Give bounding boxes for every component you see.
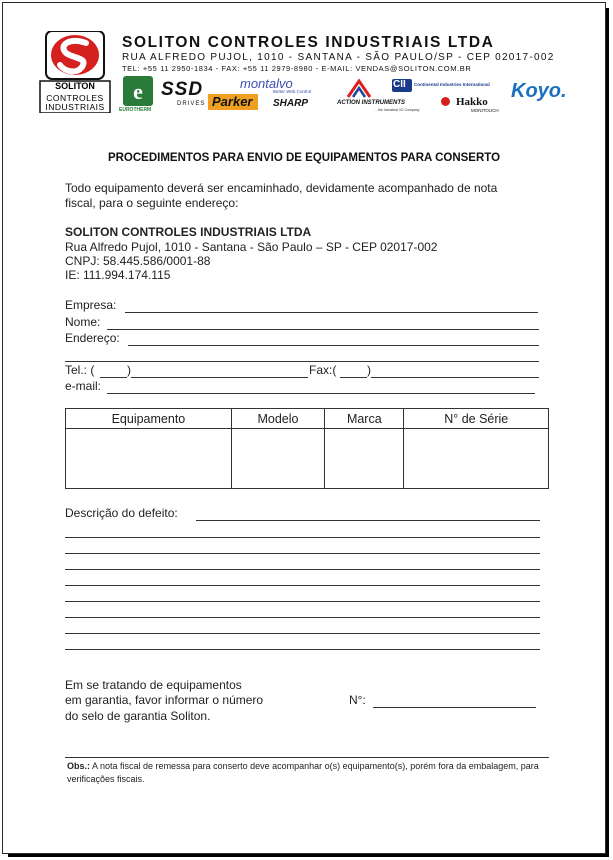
logo-text-top: SOLITON bbox=[55, 81, 95, 91]
hakko-logo: Hakko bbox=[456, 96, 488, 108]
warranty-number-label: N°: bbox=[349, 693, 366, 707]
hakko-icon bbox=[441, 97, 450, 106]
fax-area-code-field[interactable] bbox=[340, 377, 367, 378]
marca-cell[interactable] bbox=[325, 429, 404, 489]
nome-field[interactable] bbox=[107, 329, 539, 330]
document-page bbox=[2, 2, 606, 854]
defect-line-8[interactable] bbox=[65, 633, 540, 634]
table-header-marca: Marca bbox=[325, 409, 404, 429]
company-contact: TEL: +55 11 2950-1834 - FAX: +55 11 2979-8980 - E-MAIL: VENDAS@SOLITON.COM.BR bbox=[122, 64, 472, 73]
table-header-serie: N° de Série bbox=[404, 409, 549, 429]
endereco-field[interactable] bbox=[128, 345, 539, 346]
ship-to-ie: IE: 111.994.174.115 bbox=[65, 268, 171, 282]
defect-label: Descrição do defeito: bbox=[65, 506, 178, 520]
warranty-line-3: do selo de garantia Soliton. bbox=[65, 709, 211, 723]
action-instruments-label: ACTION INSTRUMENTS bbox=[337, 100, 405, 106]
tel-number-field[interactable] bbox=[131, 377, 308, 378]
defect-line-5[interactable] bbox=[65, 585, 540, 586]
eurotherm-logo: e bbox=[123, 76, 153, 106]
intro-line-2: fiscal, para o seguinte endereço: bbox=[65, 196, 239, 210]
email-label: e-mail: bbox=[65, 379, 102, 393]
parker-logo: Parker bbox=[208, 94, 258, 110]
obs-label: Obs.: bbox=[67, 761, 91, 771]
tel-paren-close: ) bbox=[127, 363, 131, 377]
company-name: SOLITON CONTROLES INDUSTRIAIS LTDA bbox=[122, 34, 495, 51]
endereco-label: Endereço: bbox=[65, 331, 120, 345]
obs-text: A nota fiscal de remessa para conserto deve acompanhar o(s) equipamento(s), porém fora da embalagem, para verificações fiscais. bbox=[67, 761, 539, 784]
ship-to-cnpj: CNPJ: 58.445.586/0001-88 bbox=[65, 254, 211, 268]
tel-label: Tel.: ( bbox=[65, 363, 95, 377]
fax-paren-close: ) bbox=[367, 363, 371, 377]
logo-text-industriais: INDUSTRIAIS bbox=[45, 102, 105, 112]
modelo-cell[interactable] bbox=[231, 429, 324, 489]
table-header-modelo: Modelo bbox=[231, 409, 324, 429]
defect-line-7[interactable] bbox=[65, 617, 540, 618]
montalvo-logo: montalvo bbox=[240, 76, 293, 91]
logo-text-controles: CONTROLES bbox=[46, 93, 104, 103]
action-instruments-tagline: ...the Industrial I/O Company bbox=[375, 108, 420, 112]
footer-obs bbox=[67, 760, 557, 786]
warranty-line-2: em garantia, favor informar o número bbox=[65, 693, 264, 707]
table-header-equipamento: Equipamento bbox=[66, 409, 232, 429]
ship-to-address: Rua Alfredo Pujol, 1010 - Santana - São Paulo – SP - CEP 02017-002 bbox=[65, 240, 438, 254]
tel-area-code-field[interactable] bbox=[100, 377, 127, 378]
defect-line-9[interactable] bbox=[65, 649, 540, 650]
endereco-field-line-2[interactable] bbox=[65, 361, 539, 362]
hakko-monitouch-label: MONITOUCH bbox=[471, 108, 499, 113]
defect-line-2[interactable] bbox=[65, 537, 540, 538]
email-field[interactable] bbox=[107, 393, 535, 394]
ssd-drives-label: DRIVES bbox=[177, 101, 206, 107]
ssd-logo: SSD bbox=[161, 79, 204, 100]
defect-line-3[interactable] bbox=[65, 553, 540, 554]
ship-to-name: SOLITON CONTROLES INDUSTRIAIS LTDA bbox=[65, 225, 312, 239]
serie-cell[interactable] bbox=[404, 429, 549, 489]
fax-number-field[interactable] bbox=[371, 377, 539, 378]
equipamento-cell[interactable] bbox=[66, 429, 232, 489]
nome-label: Nome: bbox=[65, 315, 101, 329]
company-address: RUA ALFREDO PUJOL, 1010 - SANTANA - SÃO PAULO/SP - CEP 02017-002 bbox=[122, 52, 555, 63]
page-title: PROCEDIMENTOS PARA ENVIO DE EQUIPAMENTOS PARA CONSERTO bbox=[107, 152, 501, 164]
defect-line-6[interactable] bbox=[65, 601, 540, 602]
footer-divider bbox=[65, 757, 549, 758]
koyo-logo: Koyo. bbox=[511, 80, 567, 102]
warranty-line-1: Em se tratando de equipamentos bbox=[65, 678, 242, 692]
empresa-field[interactable] bbox=[125, 312, 538, 313]
equipment-table bbox=[65, 408, 549, 489]
soliton-logo bbox=[36, 31, 114, 113]
warranty-number-field[interactable] bbox=[373, 707, 536, 708]
intro-line-1: Todo equipamento deverá ser encaminhado, devidamente acompanhado de nota bbox=[65, 181, 498, 195]
cii-label: Continental Industries International bbox=[414, 82, 490, 87]
empresa-label: Empresa: bbox=[65, 298, 117, 312]
montalvo-tagline: Better Web Control bbox=[273, 89, 312, 94]
cii-logo: CII bbox=[392, 79, 412, 92]
sharp-logo: SHARP bbox=[273, 98, 309, 109]
fax-label: Fax:( bbox=[309, 363, 337, 377]
defect-line-4[interactable] bbox=[65, 569, 540, 570]
action-instruments-icon bbox=[346, 79, 372, 99]
eurotherm-label: EUROTHERM bbox=[119, 107, 152, 113]
defect-line-1[interactable] bbox=[196, 520, 540, 521]
